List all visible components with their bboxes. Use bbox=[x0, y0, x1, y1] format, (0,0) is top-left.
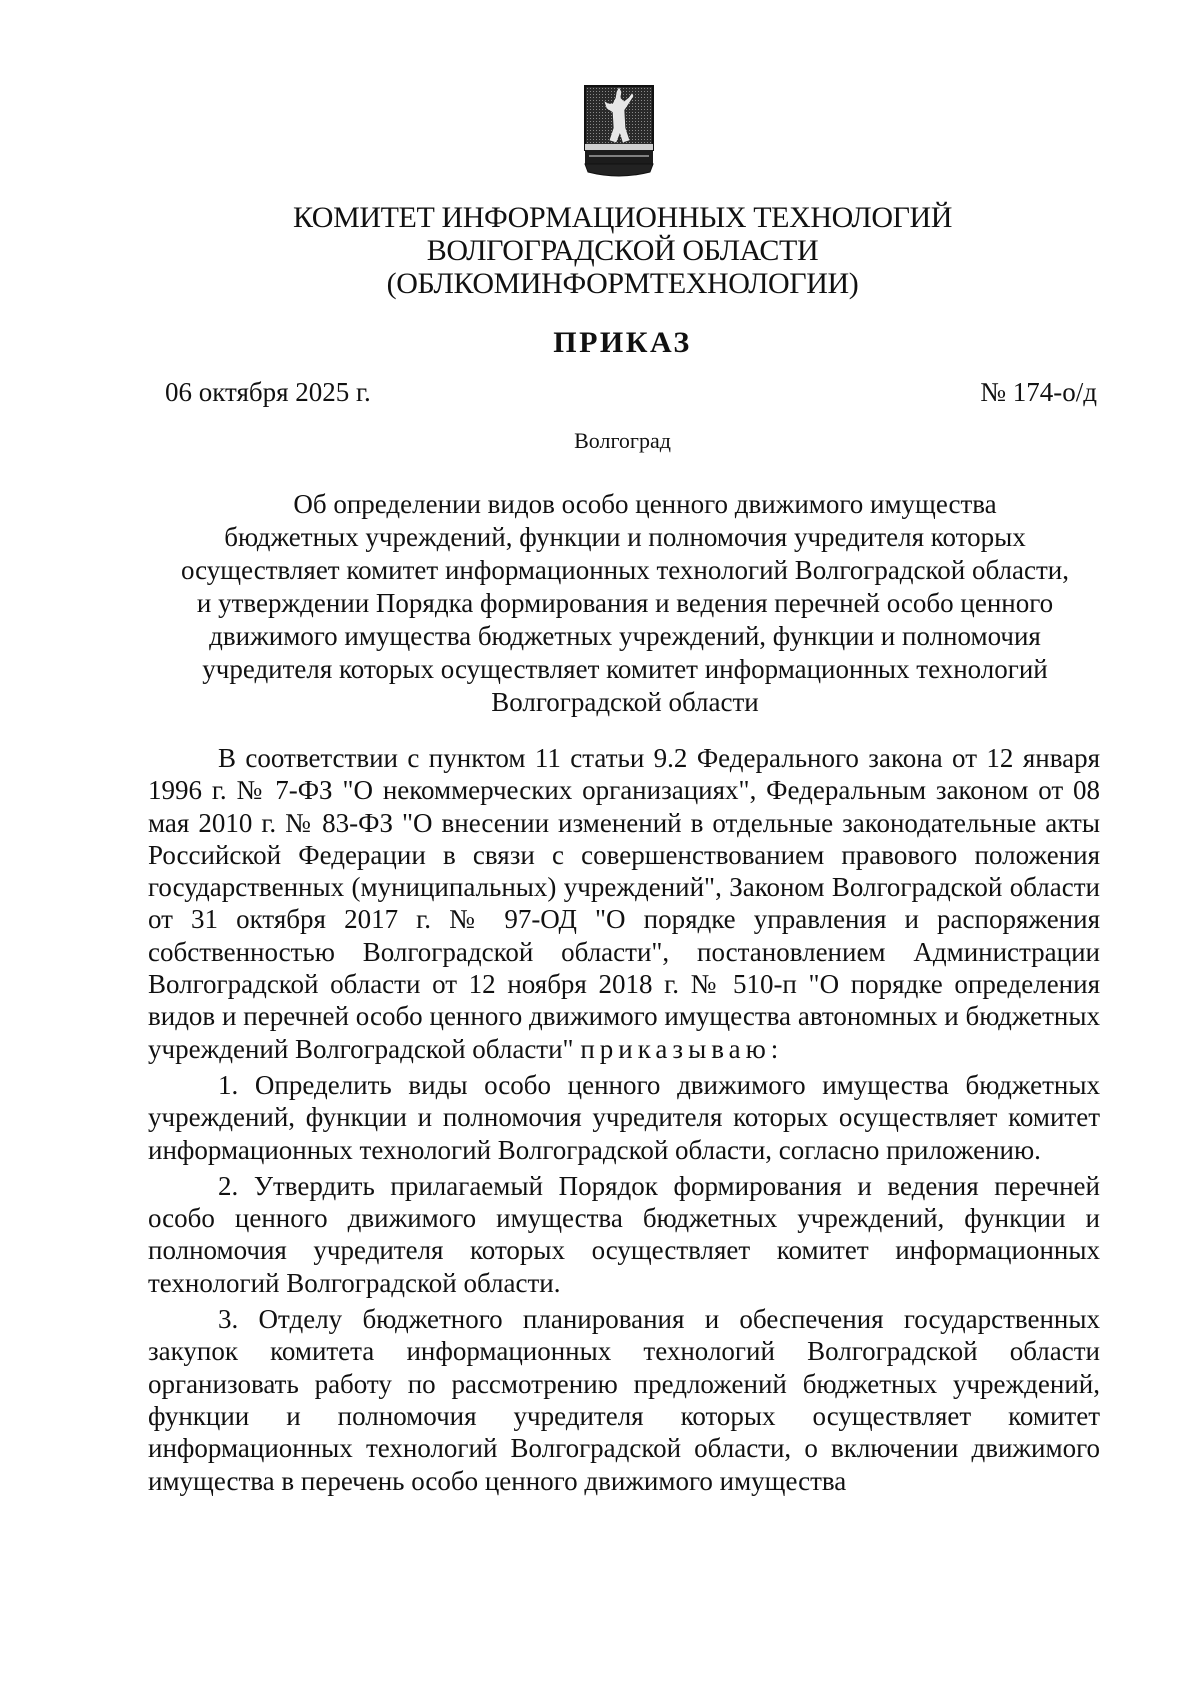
preamble-paragraph bbox=[148, 742, 1100, 1065]
organization-abbreviation: (ОБЛКОМИНФОРМТЕХНОЛОГИИ) bbox=[386, 267, 859, 300]
preamble-text: В соответствии с пунктом 11 статьи 9.2 Федерального закона от 12 января 1996 г. № 7-ФЗ "О некоммерческих организациях", Федеральным законом от 08 мая 2010 г. № 83-ФЗ "О внесении изменений в отдельные законодательные акты Российской Федерации в связи с совершенствованием правового положения государственных (муниципальных) учреждений", Законом Волгоградской области от 31 октября 2017 г. № 97-ОД "О порядке управления и распоряжения собственностью Волгоградской области", постановлением Администрации Волгоградской области от 12 ноября 2018 г. № 510-п "О порядке определения видов и перечней особо ценного движимого имущества автономных и бюджетных учреждений Волгоградской области" bbox=[148, 743, 1100, 1064]
document-number: № 174-о/д bbox=[980, 377, 1097, 407]
order-item-1: 1. Определить виды особо ценного движимого имущества бюджетных учреждений, функции и полномочия учредителя которых осуществляет комитет информационных технологий Волгоградской области, согласно приложению. bbox=[148, 1069, 1100, 1165]
organization-name-line-2: ВОЛГОГРАДСКОЙ ОБЛАСТИ bbox=[426, 234, 819, 267]
document-date: 06 октября 2025 г. bbox=[165, 377, 371, 407]
title-line: осуществляет комитет информационных технологий Волгоградской области, bbox=[181, 555, 1069, 585]
order-word: приказываю: bbox=[580, 1033, 784, 1064]
volgograd-coat-of-arms-icon bbox=[583, 84, 655, 182]
document-type-heading: ПРИКАЗ bbox=[553, 326, 692, 359]
title-line: бюджетных учреждений, функции и полномочия учредителя которых bbox=[224, 522, 1026, 552]
title-line: Об определении видов особо ценного движимого имущества bbox=[293, 489, 997, 519]
title-line: движимого имущества бюджетных учреждений, функции и полномочия bbox=[209, 621, 1041, 651]
document-city: Волгоград bbox=[574, 428, 671, 453]
document-body bbox=[148, 742, 1100, 1497]
order-item-2: 2. Утвердить прилагаемый Порядок формирования и ведения перечней особо ценного движимого имущества бюджетных учреждений, функции и полномочия учредителя которых осуществляет комитет информационных технологий Волгоградской области. bbox=[148, 1170, 1100, 1298]
title-line: и утверждении Порядка формирования и ведения перечней особо ценного bbox=[196, 588, 1054, 618]
document-title bbox=[150, 488, 1100, 719]
order-item-3: 3. Отделу бюджетного планирования и обеспечения государственных закупок комитета информационных технологий Волгоградской области организовать работу по рассмотрению предложений бюджетных учреждений, функции и полномочия учредителя которых осуществляет комитет информационных технологий Волгоградской области, о включении движимого имущества в перечень особо ценного движимого имущества bbox=[148, 1304, 1100, 1496]
title-line: Волгоградской области bbox=[491, 687, 759, 717]
organization-name-line-1: КОМИТЕТ ИНФОРМАЦИОННЫХ ТЕХНОЛОГИЙ bbox=[292, 201, 953, 234]
title-line: учредителя которых осуществляет комитет информационных технологий bbox=[202, 654, 1048, 684]
